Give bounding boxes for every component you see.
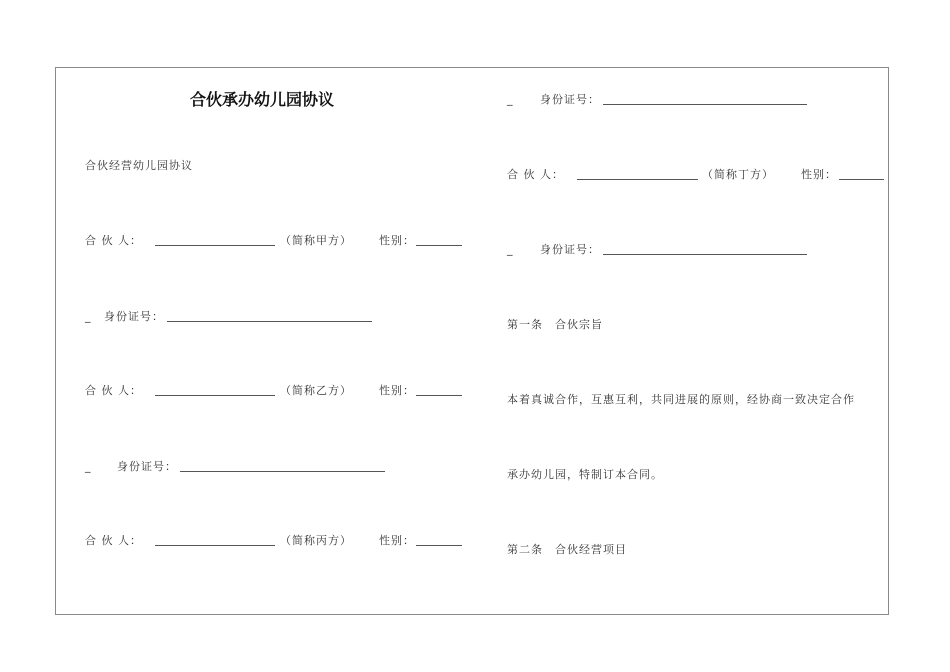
partner-d-gender-label: 性别： xyxy=(801,168,837,181)
partner-c-label: 合 伙 人： xyxy=(85,534,142,547)
id-c-field[interactable] xyxy=(603,93,807,105)
document-title: 合伙承办幼儿园协议 xyxy=(189,90,334,109)
id-c-dash: _ xyxy=(507,93,514,106)
partner-b-gender-label: 性别： xyxy=(379,384,415,397)
partner-b-label: 合 伙 人： xyxy=(85,384,142,397)
article-1-text-line-2: 承办幼儿园，特制订本合同。 xyxy=(507,468,663,481)
id-d-dash: _ xyxy=(507,243,514,256)
id-b-dash: _ xyxy=(85,460,92,473)
id-a-label: 身份证号： xyxy=(104,310,164,323)
article-1-text-line-1: 本着真诚合作，互惠互利，共同进展的原则，经协商一致决定合作 xyxy=(507,393,855,406)
partner-c-abbrev: （简称丙方） xyxy=(280,534,352,547)
id-d-label: 身份证号： xyxy=(540,243,600,256)
id-c-label: 身份证号： xyxy=(540,93,600,106)
id-b-label: 身份证号： xyxy=(117,460,177,473)
partner-d-label: 合 伙 人： xyxy=(507,168,564,181)
article-1-heading: 第一条 合伙宗旨 xyxy=(507,318,603,331)
id-d-field[interactable] xyxy=(603,243,807,255)
partner-a-gender-field[interactable] xyxy=(416,234,462,246)
partner-c-name-field[interactable] xyxy=(155,534,275,546)
document-subtitle: 合伙经营幼儿园协议 xyxy=(85,159,193,172)
partner-a-name-field[interactable] xyxy=(155,234,275,246)
partner-a-abbrev: （简称甲方） xyxy=(280,234,352,247)
id-a-field[interactable] xyxy=(167,310,372,322)
partner-d-gender-field[interactable] xyxy=(839,168,884,180)
partner-a-label: 合 伙 人： xyxy=(85,234,142,247)
partner-b-gender-field[interactable] xyxy=(416,384,462,396)
partner-d-abbrev: （简称丁方） xyxy=(702,168,774,181)
document-frame xyxy=(55,67,889,615)
partner-b-name-field[interactable] xyxy=(155,384,275,396)
partner-c-gender-field[interactable] xyxy=(416,534,462,546)
id-a-dash: _ xyxy=(85,310,92,323)
partner-a-gender-label: 性别： xyxy=(379,234,415,247)
article-2-heading: 第二条 合伙经营项目 xyxy=(507,543,627,556)
id-b-field[interactable] xyxy=(180,460,385,472)
partner-c-gender-label: 性别： xyxy=(379,534,415,547)
partner-d-name-field[interactable] xyxy=(577,168,698,180)
partner-b-abbrev: （简称乙方） xyxy=(280,384,352,397)
